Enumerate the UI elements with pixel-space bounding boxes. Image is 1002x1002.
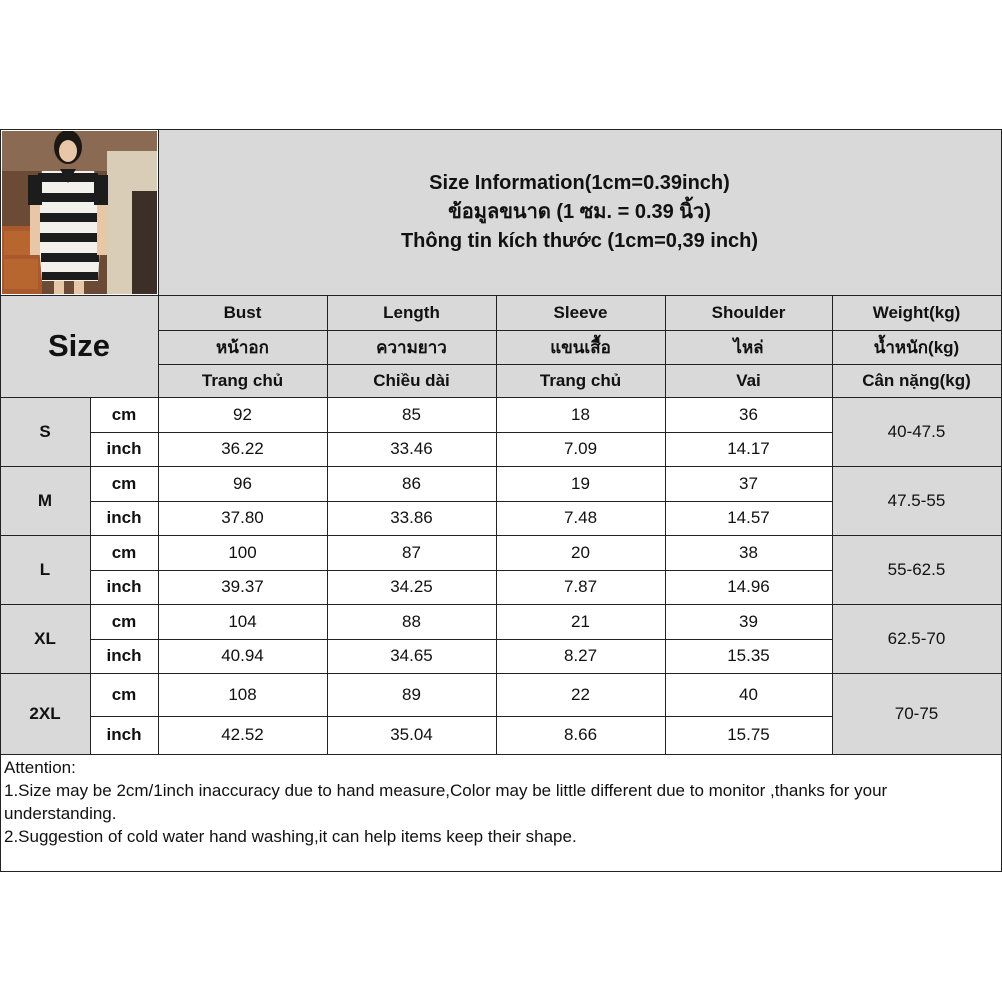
size-label: L	[39, 559, 51, 579]
grid-line	[0, 129, 1, 872]
column-header-vi: Vai	[736, 370, 761, 390]
measurement-inch: 37.80	[221, 508, 264, 527]
column-header-th: ความยาว	[376, 337, 447, 357]
size-label: 2XL	[29, 703, 61, 723]
column-header-vi: Trang chủ	[539, 370, 622, 390]
measurement-inch: 8.27	[563, 646, 598, 665]
attention-heading: Attention:	[4, 758, 76, 777]
product-photo	[2, 131, 157, 294]
grid-line	[90, 639, 832, 640]
attention-notes	[4, 756, 994, 848]
column-header-en: Shoulder	[711, 302, 786, 322]
column-header-en: Weight(kg)	[872, 302, 961, 322]
measurement-inch: 15.35	[727, 646, 770, 665]
measurement-inch: 14.96	[727, 577, 770, 596]
measurement-inch: 14.17	[727, 439, 770, 458]
measurement-inch: 7.48	[563, 508, 598, 527]
column-header-th: น้ำหนัก(kg)	[873, 337, 960, 357]
column-header-th: แขนเสื้อ	[550, 337, 611, 357]
measurement-inch: 34.25	[390, 577, 433, 596]
measurement-cm: 38	[739, 542, 758, 562]
grid-line	[0, 604, 1001, 605]
grid-line	[158, 129, 159, 295]
grid-line	[0, 295, 1001, 296]
unit-label-cm: cm	[111, 542, 137, 562]
size-label: S	[39, 421, 51, 441]
measurement-cm: 19	[571, 473, 590, 493]
title-thai: ข้อมูลขนาด (1 ซม. = 0.39 นิ้ว)	[448, 200, 711, 223]
measurement-cm: 20	[571, 542, 590, 562]
grid-line	[158, 295, 159, 754]
grid-line	[158, 364, 1001, 365]
grid-line	[0, 673, 1001, 674]
weight-range: 55-62.5	[887, 559, 946, 579]
size-label: M	[37, 490, 53, 510]
unit-label-inch: inch	[106, 508, 142, 527]
measurement-inch: 39.37	[221, 577, 264, 596]
grid-line	[90, 432, 832, 433]
grid-line	[0, 871, 1001, 872]
measurement-inch: 14.57	[727, 508, 770, 527]
unit-label-inch: inch	[106, 577, 142, 596]
measurement-cm: 22	[571, 684, 590, 704]
measurement-inch: 36.22	[221, 439, 264, 458]
column-header-vi: Cân nặng(kg)	[862, 370, 971, 390]
size-header: Size	[47, 328, 111, 363]
attention-note-2: 2.Suggestion of cold water hand washing,it can help items keep their shape.	[4, 827, 577, 846]
unit-label-cm: cm	[111, 473, 137, 493]
grid-line	[0, 754, 1001, 755]
grid-line	[90, 501, 832, 502]
unit-label-inch: inch	[106, 439, 142, 458]
column-header-th: หน้าอก	[216, 337, 269, 357]
column-header-th: ไหล่	[733, 337, 764, 357]
weight-range: 40-47.5	[887, 421, 946, 441]
measurement-inch: 8.66	[563, 725, 598, 744]
grid-line	[158, 330, 1001, 331]
grid-line	[0, 535, 1001, 536]
column-header-en: Bust	[223, 302, 262, 322]
column-header-vi: Trang chủ	[201, 370, 284, 390]
measurement-cm: 18	[571, 404, 590, 424]
grid-line	[0, 466, 1001, 467]
grid-line	[90, 570, 832, 571]
measurement-inch: 15.75	[727, 725, 770, 744]
measurement-cm: 104	[228, 611, 257, 631]
measurement-inch: 7.09	[563, 439, 598, 458]
measurement-cm: 92	[233, 404, 252, 424]
weight-range: 62.5-70	[887, 628, 946, 648]
product-photo-illustration	[2, 131, 157, 294]
grid-line	[496, 295, 497, 754]
unit-label-cm: cm	[111, 611, 137, 631]
measurement-cm: 86	[402, 473, 421, 493]
measurement-cm: 89	[402, 684, 421, 704]
grid-line	[90, 716, 832, 717]
measurement-cm: 87	[402, 542, 421, 562]
measurement-inch: 33.46	[390, 439, 433, 458]
size-chart	[0, 129, 1002, 872]
unit-label-cm: cm	[111, 684, 137, 704]
column-header-en: Length	[383, 302, 440, 322]
column-header-en: Sleeve	[553, 302, 608, 322]
title-english: Size Information(1cm=0.39inch)	[429, 171, 730, 194]
weight-range: 47.5-55	[887, 490, 946, 510]
measurement-inch: 33.86	[390, 508, 433, 527]
measurement-cm: 21	[571, 611, 590, 631]
title-vietnamese: Thông tin kích thước (1cm=0,39 inch)	[400, 229, 759, 252]
measurement-cm: 108	[228, 684, 257, 704]
unit-label-inch: inch	[106, 646, 142, 665]
grid-line	[90, 397, 91, 754]
measurement-cm: 100	[228, 542, 257, 562]
measurement-inch: 40.94	[221, 646, 264, 665]
grid-line	[327, 295, 328, 754]
measurement-inch: 34.65	[390, 646, 433, 665]
unit-label-inch: inch	[106, 725, 142, 744]
column-header-vi: Chiều dài	[373, 370, 450, 390]
size-information-title	[158, 129, 1001, 295]
measurement-cm: 39	[739, 611, 758, 631]
measurement-inch: 7.87	[563, 577, 598, 596]
measurement-cm: 37	[739, 473, 758, 493]
measurement-inch: 42.52	[221, 725, 264, 744]
measurement-cm: 96	[233, 473, 252, 493]
measurement-cm: 88	[402, 611, 421, 631]
weight-range: 70-75	[894, 703, 939, 723]
grid-line	[0, 129, 1001, 130]
grid-line	[0, 397, 1001, 398]
measurement-inch: 35.04	[390, 725, 433, 744]
unit-label-cm: cm	[111, 404, 137, 424]
measurement-cm: 85	[402, 404, 421, 424]
grid-line	[832, 295, 833, 754]
measurement-cm: 40	[739, 684, 758, 704]
measurement-cm: 36	[739, 404, 758, 424]
size-label: XL	[34, 628, 56, 648]
attention-note-1: 1.Size may be 2cm/1inch inaccuracy due to hand measure,Color may be little different due to monitor ,thanks for your understanding.	[4, 781, 888, 823]
grid-line	[665, 295, 666, 754]
